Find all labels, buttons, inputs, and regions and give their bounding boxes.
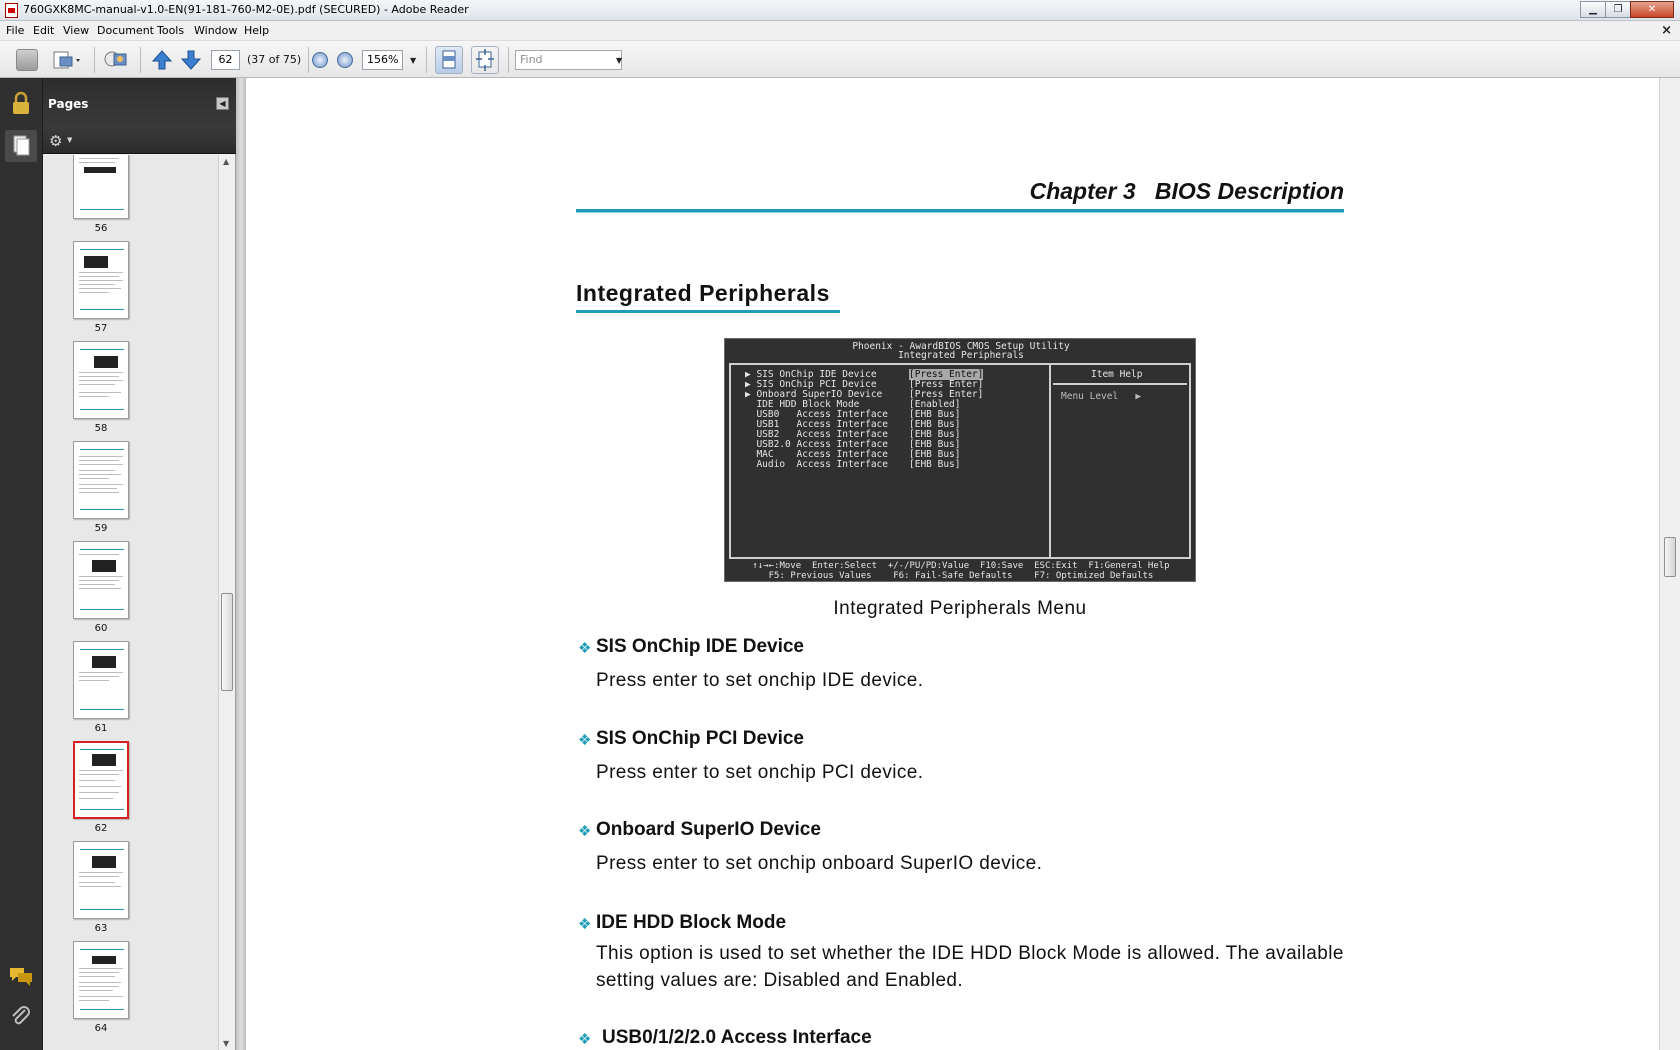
bios-row: MAC Access Interface xyxy=(745,449,888,460)
scroll-up-icon[interactable]: ▲ xyxy=(223,157,230,166)
collapse-panel-icon[interactable]: ◀ xyxy=(216,97,229,110)
close-window-button[interactable]: ✕ xyxy=(1630,1,1674,18)
page-thumbnail-61[interactable] xyxy=(73,641,129,719)
bios-row: USB1 Access Interface xyxy=(745,419,888,430)
page-thumbnail-64[interactable] xyxy=(73,941,129,1019)
diamond-bullet-icon: ❖ xyxy=(578,640,592,657)
bios-frame xyxy=(729,363,1191,559)
restore-button[interactable]: ❐ xyxy=(1605,1,1631,18)
diamond-bullet-icon: ❖ xyxy=(578,732,592,749)
diamond-bullet-icon: ❖ xyxy=(578,1031,592,1048)
next-page-icon[interactable] xyxy=(180,49,202,71)
bios-menu-level: Menu Level ▶ xyxy=(1061,391,1142,402)
bios-row: USB2 Access Interface xyxy=(745,429,888,440)
bios-header-line2: Integrated Peripherals xyxy=(898,350,1024,361)
thumbnail-label: 64 xyxy=(94,1023,108,1034)
setting-description: Press enter to set onchip IDE device. xyxy=(596,670,924,691)
setting-title: IDE HDD Block Mode xyxy=(596,912,787,933)
menu-view[interactable]: View xyxy=(63,24,90,37)
page-thumbnail-60[interactable] xyxy=(73,541,129,619)
menu-file[interactable]: File xyxy=(6,24,25,37)
setting-title: USB0/1/2/2.0 Access Interface xyxy=(602,1027,872,1048)
bios-footer-line1: ↑↓→←:Move Enter:Select +/-/PU/PD:Value F10:Save ESC:Exit F1:General Help xyxy=(752,561,1170,571)
page-thumbnail-56[interactable] xyxy=(73,155,129,219)
bios-footer-line2: F5: Previous Values F6: Fail-Safe Defaults F7: Optimized Defaults xyxy=(768,571,1154,581)
menu-help[interactable]: Help xyxy=(244,24,270,37)
page-count-label: (37 of 75) xyxy=(247,53,302,66)
printer-icon[interactable] xyxy=(16,49,38,71)
bios-row: USB0 Access Interface xyxy=(745,409,888,420)
zoom-dropdown-icon[interactable]: ▼ xyxy=(410,56,417,65)
panel-splitter[interactable] xyxy=(236,78,246,1050)
pages-panel-icon[interactable] xyxy=(5,130,37,162)
close-document-icon[interactable]: × xyxy=(1661,23,1672,38)
setting-description: This option is used to set whether the IDE HDD Block Mode is allowed. The available setting values are: Disabled and Enabled. xyxy=(596,943,1344,991)
document-scroll-thumb[interactable] xyxy=(1664,537,1676,577)
chevron-down-icon[interactable]: ▼ xyxy=(67,136,73,144)
collaborate-icon[interactable] xyxy=(103,49,129,71)
thumbnail-list xyxy=(43,155,219,1050)
pages-panel-title: Pages xyxy=(48,97,89,111)
zoom-in-icon[interactable] xyxy=(337,52,353,68)
comments-icon[interactable] xyxy=(5,960,37,992)
bios-row: Audio Access Interface xyxy=(745,459,888,470)
page-thumbnail-57[interactable] xyxy=(73,241,129,319)
bios-value: [EHB Bus] xyxy=(909,429,961,440)
bios-value: [EHB Bus] xyxy=(909,449,961,460)
setting-title: SIS OnChip PCI Device xyxy=(596,728,804,749)
toolbar-separator xyxy=(508,47,509,73)
bios-row: USB2.0 Access Interface xyxy=(745,439,888,450)
thumbnail-label: 58 xyxy=(94,423,108,434)
zoom-out-icon[interactable] xyxy=(312,52,328,68)
bios-item-help: Item Help xyxy=(1091,369,1143,380)
bios-screenshot xyxy=(724,338,1196,582)
bios-row: ▶ Onboard SuperIO Device xyxy=(745,389,883,400)
title-bar xyxy=(0,0,1680,21)
page-thumbnail-59[interactable] xyxy=(73,441,129,519)
toolbar-separator xyxy=(426,47,427,73)
bios-row: ▶ SIS OnChip IDE Device xyxy=(745,369,877,380)
page-thumbnail-63[interactable] xyxy=(73,841,129,919)
diamond-bullet-icon: ❖ xyxy=(578,916,592,933)
page-thumbnail-58[interactable] xyxy=(73,341,129,419)
toolbar-separator xyxy=(140,47,141,73)
navigation-rail xyxy=(0,78,43,1050)
find-dropdown-icon[interactable]: ▼ xyxy=(616,56,623,65)
bios-value: [Enabled] xyxy=(909,399,961,410)
setting-description: Press enter to set onchip onboard SuperIO device. xyxy=(596,853,1043,874)
menu-edit[interactable]: Edit xyxy=(33,24,55,37)
figure-caption: Integrated Peripherals Menu xyxy=(833,598,1087,619)
scroll-down-icon[interactable]: ▼ xyxy=(223,1039,230,1048)
thumbnail-label: 62 xyxy=(94,823,108,834)
thumbnail-label: 57 xyxy=(94,323,108,334)
bios-value: [EHB Bus] xyxy=(909,409,961,420)
thumbnail-label: 56 xyxy=(94,223,108,234)
section-title: Integrated Peripherals xyxy=(576,280,830,306)
fit-page-icon[interactable] xyxy=(471,46,499,74)
thumbnail-label: 60 xyxy=(94,623,108,634)
zoom-level-input[interactable]: 156% xyxy=(362,50,403,70)
menu-window[interactable]: Window xyxy=(194,24,238,37)
chapter-header: Chapter 3 BIOS Description xyxy=(1029,178,1344,204)
thumbnail-label: 61 xyxy=(94,723,108,734)
page-number-input[interactable]: 62 xyxy=(211,50,240,70)
export-icon[interactable] xyxy=(52,49,82,71)
attachments-icon[interactable] xyxy=(5,1002,37,1034)
bios-header-line1: Phoenix - AwardBIOS CMOS Setup Utility xyxy=(852,341,1070,352)
thumbnail-scrollbar[interactable] xyxy=(218,155,235,1050)
pages-panel xyxy=(43,78,236,1050)
window-title: 760GXK8MC-manual-v1.0-EN(91-181-760-M2-0E).pdf (SECURED) - Adobe Reader xyxy=(23,3,469,16)
bios-value: [EHB Bus] xyxy=(909,459,961,470)
fit-width-icon[interactable] xyxy=(435,46,463,74)
find-input[interactable]: Find xyxy=(515,50,622,70)
pdf-app-icon xyxy=(5,3,18,18)
pdf-page xyxy=(246,78,1659,1050)
toolbar-separator xyxy=(308,47,309,73)
pages-options-bar xyxy=(43,127,236,154)
toolbar xyxy=(0,41,1680,78)
bios-value: [EHB Bus] xyxy=(909,439,961,450)
pages-panel-header xyxy=(43,78,236,127)
diamond-bullet-icon: ❖ xyxy=(578,823,592,840)
minimize-button[interactable]: ▁ xyxy=(1580,1,1606,18)
bios-value: [Press Enter] xyxy=(909,369,984,380)
lock-icon[interactable] xyxy=(5,88,37,120)
setting-description: Press enter to set onchip PCI device. xyxy=(596,762,924,783)
setting-title: SIS OnChip IDE Device xyxy=(596,636,804,657)
page-thumbnail-62[interactable] xyxy=(73,741,129,819)
bios-value: [Press Enter] xyxy=(909,379,984,390)
document-scrollbar[interactable] xyxy=(1659,78,1680,1050)
chapter-rule xyxy=(576,209,1344,213)
gear-icon[interactable]: ⚙ xyxy=(49,132,63,150)
thumbnail-label: 63 xyxy=(94,923,108,934)
setting-title: Onboard SuperIO Device xyxy=(596,819,821,840)
thumbnail-label: 59 xyxy=(94,523,108,534)
document-view[interactable] xyxy=(246,78,1659,1050)
bios-row: IDE HDD Block Mode xyxy=(745,399,860,410)
bios-value: [EHB Bus] xyxy=(909,419,961,430)
bios-value: [Press Enter] xyxy=(909,389,984,400)
window-controls xyxy=(1581,1,1674,18)
section-underline xyxy=(576,310,840,313)
bios-row: ▶ SIS OnChip PCI Device xyxy=(745,379,877,390)
menu-bar xyxy=(0,21,1680,41)
toolbar-separator xyxy=(94,47,95,73)
previous-page-icon[interactable] xyxy=(151,49,173,71)
thumbnail-scroll-thumb[interactable] xyxy=(221,593,233,691)
menu-tools[interactable]: Tools xyxy=(157,24,185,37)
menu-document[interactable]: Document xyxy=(97,24,154,37)
